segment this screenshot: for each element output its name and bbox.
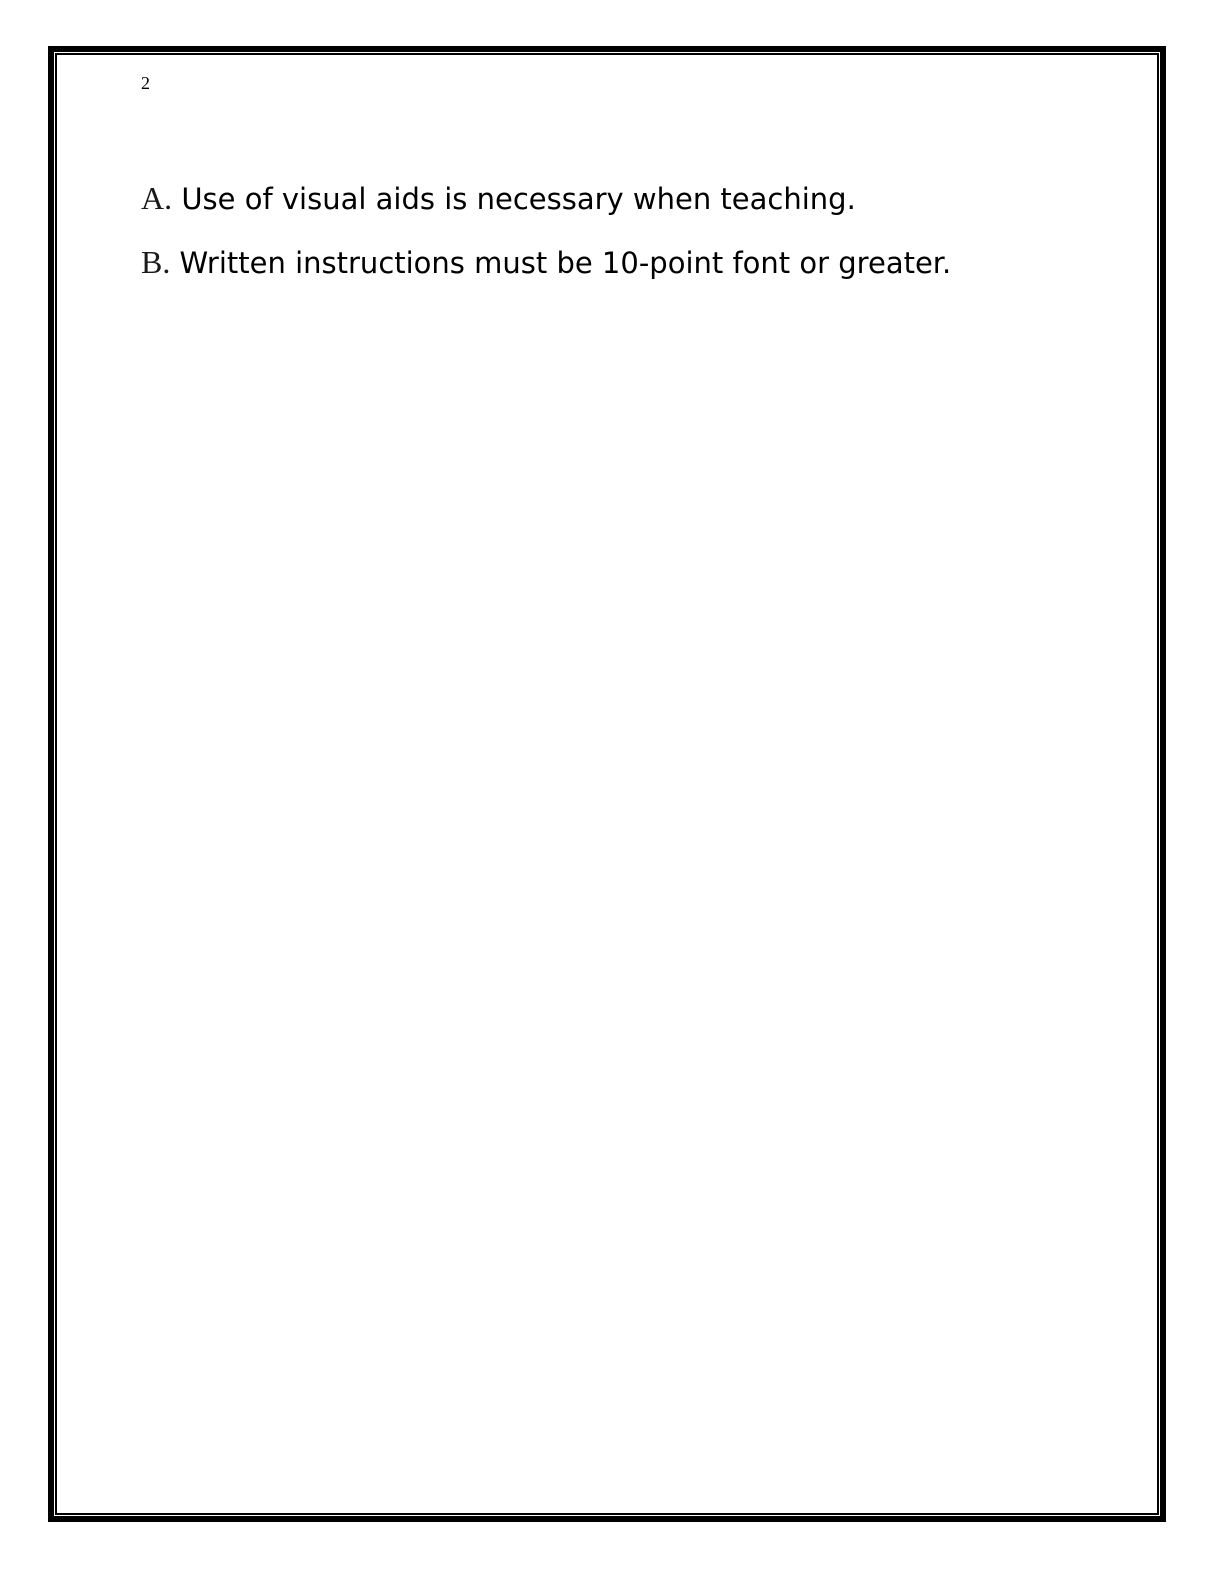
list-text-a: Use of visual aids is necessary when teaching. — [172, 182, 856, 216]
list-text-b: Written instructions must be 10-point font or greater. — [170, 246, 952, 280]
list-marker-b: B. — [141, 244, 171, 280]
list-item-a — [141, 180, 856, 217]
list-marker-a: A. — [141, 180, 173, 216]
list-item-b — [141, 244, 951, 281]
page-number: 2 — [141, 73, 150, 93]
